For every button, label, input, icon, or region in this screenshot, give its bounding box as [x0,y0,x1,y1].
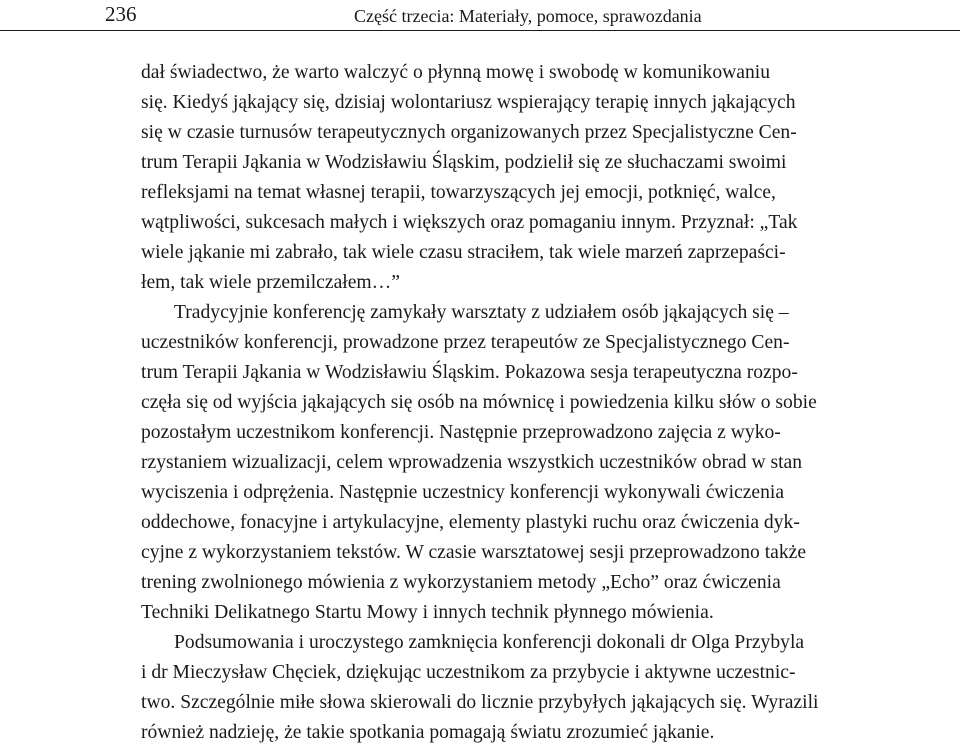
text-line: łem, tak wiele przemilczałem…” [141,272,400,293]
text-line: trening zwolnionego mówienia z wykorzystaniem metody „Echo” oraz ćwiczenia [141,572,781,593]
text-line: pozostałym uczestnikom konferencji. Następnie przeprowadzono zajęcia z wyko- [141,422,781,443]
text-line: Techniki Delikatnego Startu Mowy i innych technik płynnego mówienia. [141,602,714,623]
text-line: two. Szczególnie miłe słowa skierowali do licznie przybyłych jąkających się. Wyrazili [141,692,819,713]
text-line: wiele jąkanie mi zabrało, tak wiele czasu straciłem, tak wiele marzeń zaprzepaści- [141,242,786,263]
page-number: 236 [105,2,137,26]
header-rule [0,30,960,31]
text-line: refleksjami na temat własnej terapii, towarzyszących jej emocji, potknięć, walce, [141,182,776,203]
body-text [141,58,957,748]
text-line: oddechowe, fonacyjne i artykulacyjne, elementy plastyki ruchu oraz ćwiczenia dyk- [141,512,800,533]
text-line: uczestników konferencji, prowadzone przez terapeutów ze Specjalistycznego Cen- [141,332,790,353]
text-line: cyjne z wykorzystaniem tekstów. W czasie warsztatowej sesji przeprowadzono także [141,542,807,563]
text-line: wyciszenia i odprężenia. Następnie uczestnicy konferencji wykonywali ćwiczenia [141,482,785,503]
text-line: rzystaniem wizualizacji, celem wprowadzenia wszystkich uczestników obrad w stan [141,452,803,473]
text-line: trum Terapii Jąkania w Wodzisławiu Śląskim, podzielił się ze słuchaczami swoimi [141,152,787,173]
text-line: również nadzieję, że takie spotkania pomagają światu zrozumieć jąkanie. [141,722,715,743]
text-line: Podsumowania i uroczystego zamknięcia konferencji dokonali dr Olga Przybyla [174,632,805,653]
text-line: częła się od wyjścia jąkających się osób na mównicę i powiedzenia kilku słów o sobie [141,392,817,413]
text-line: i dr Mieczysław Chęciek, dziękując uczestnikom za przybycie i aktywne uczestnic- [141,662,796,683]
text-line: się w czasie turnusów terapeutycznych organizowanych przez Specjalistyczne Cen- [141,122,797,143]
text-line: dał świadectwo, że warto walczyć o płynną mowę i swobodę w komunikowaniu [141,62,771,83]
text-line: wątpliwości, sukcesach małych i większych oraz pomaganiu innym. Przyznał: „Tak [141,212,798,233]
running-title: Część trzecia: Materiały, pomoce, sprawozdania [354,6,702,26]
page-header [0,0,960,31]
text-line: Tradycyjnie konferencję zamykały warsztaty z udziałem osób jąkających się – [174,302,789,323]
text-line: trum Terapii Jąkania w Wodzisławiu Śląskim. Pokazowa sesja terapeutyczna rozpo- [141,362,798,383]
text-line: się. Kiedyś jąkający się, dzisiaj wolontariusz wspierający terapię innych jąkających [141,92,796,113]
